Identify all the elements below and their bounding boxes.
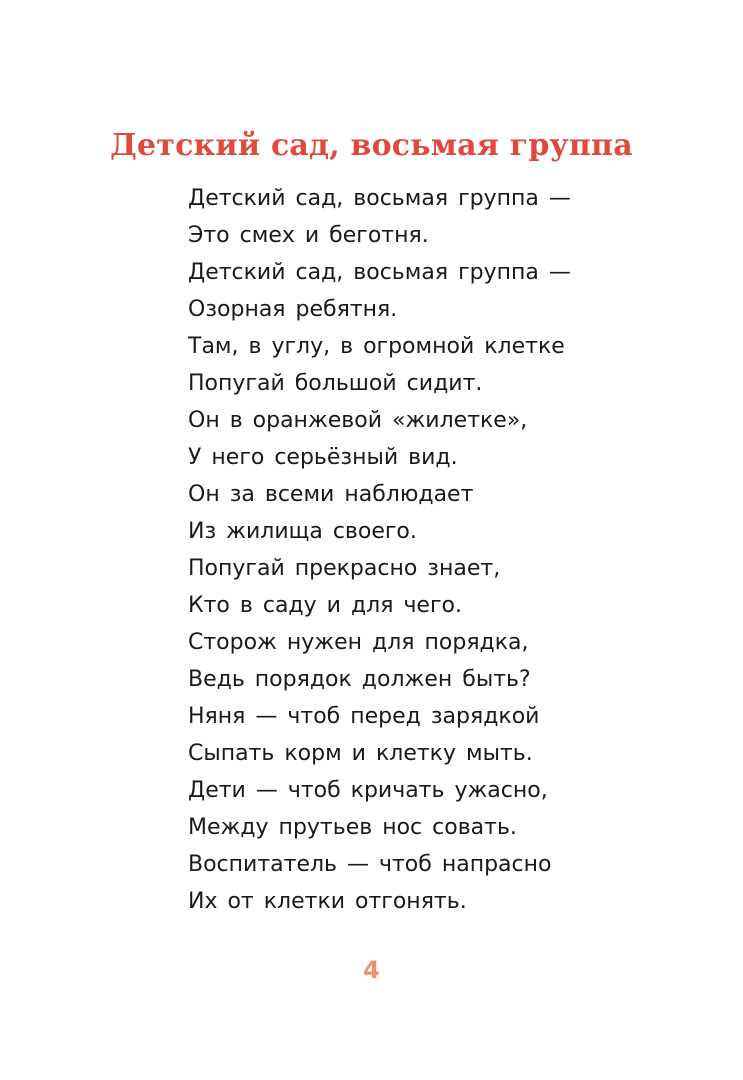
poem-line: Это смех и беготня. xyxy=(188,223,429,248)
poem-line: Няня — чтоб перед зарядкой xyxy=(188,704,540,729)
poem-line: Попугай большой сидит. xyxy=(188,371,483,396)
poem-line: Дети — чтоб кричать ужасно, xyxy=(188,778,548,803)
poem-line: Ведь порядок должен быть? xyxy=(188,667,531,692)
poem-line: Сторож нужен для порядка, xyxy=(188,630,529,655)
poem-line: Сыпать корм и клетку мыть. xyxy=(188,741,533,766)
poem-line: Кто в саду и для чего. xyxy=(188,593,462,618)
poem-title: Детский сад, восьмая группа xyxy=(110,128,633,164)
poem-line: У него серьёзный вид. xyxy=(188,445,458,470)
poem-line: Там, в углу, в огромной клетке xyxy=(188,334,565,359)
poem-text xyxy=(188,180,571,920)
poem-line: Их от клетки отгонять. xyxy=(188,889,467,914)
poem-line: Он в оранжевой «жилетке», xyxy=(188,408,528,433)
poem-line: Озорная ребятня. xyxy=(188,297,398,322)
poem-line: Попугай прекрасно знает, xyxy=(188,556,501,581)
poem-line: Между прутьев нос совать. xyxy=(188,815,517,840)
poem-line: Воспитатель — чтоб напрасно xyxy=(188,852,552,877)
poem-line: Детский сад, восьмая группа — xyxy=(188,186,571,211)
poem-line: Из жилища своего. xyxy=(188,519,417,544)
page-number: 4 xyxy=(363,956,380,984)
poem-line: Детский сад, восьмая группа — xyxy=(188,260,571,285)
poem-line: Он за всеми наблюдает xyxy=(188,482,474,507)
